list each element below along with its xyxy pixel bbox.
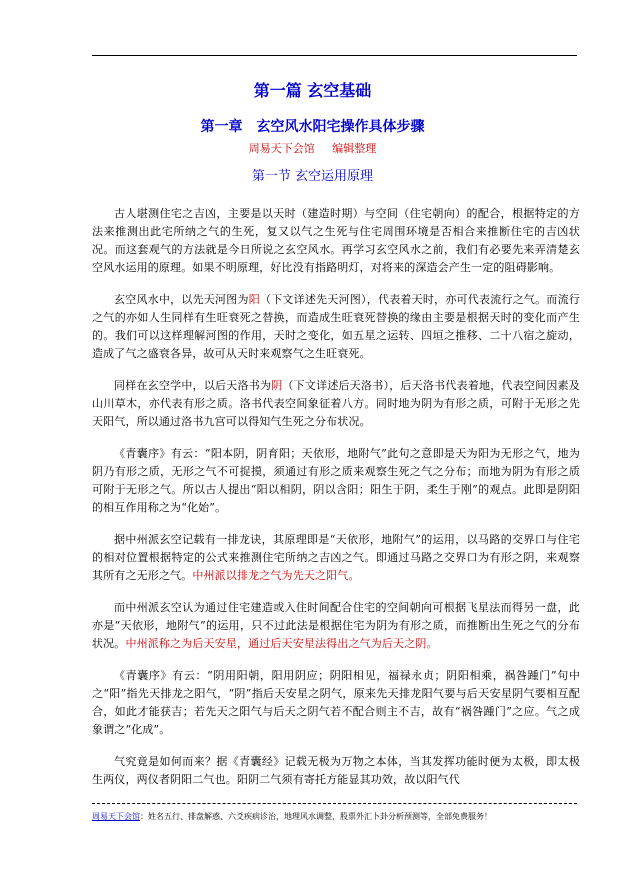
paragraph-text: 气究竟是如何而来？据《青囊经》记载无极为万物之本体，当其发挥功能时便为太极，即太极生两仪，两仪者阴阳二气也。阳阴二气须有寄托方能显其功效，故以阳气代 [92,755,580,786]
editor-role: 编辑整理 [332,142,377,155]
paragraph-text: 玄空风水中，以先天河图为 [114,293,249,306]
paragraph-text: （下文详述后天洛书），后天洛书代表着地，代表空间因素及山川草木，亦代表有形之质。洛书代表空间象征着八方。同时地为阴为有形之质，可附于无形之先天阳气，所以通过洛书九宫可以得知气生死之分布状况。 [92,379,580,428]
highlighted-text: 中州派以排龙之气为先天之阳气。 [192,569,360,582]
header-rule [92,55,577,56]
body-paragraph [92,445,580,517]
highlighted-text: 阴 [271,379,283,392]
paragraph-text: 古人堪测住宅之吉凶，主要是以天时（建造时期）与空间（住宅朝向）的配合，根据特定的方法来推测出此宅所纳之气的生死，复又以气之生死与住宅周围环境是否相合来推断住宅的吉凶状况。而这套观气的方法就是今日所说之玄空风水。再学习玄空风水之前，我们有必要先来弄清楚玄空风水运用的原理。如果不明原理，好比没有指路明灯，对将来的深造会产生一定的阻碍影响。 [92,207,580,274]
chapter-title: 第一章 玄空风水阳宅操作具体步骤 [200,119,425,135]
paragraph-text: （下文详述先天河图），代表着天时，亦可代表流行之气。而流行之气的亦如人生同样有生旺衰死之替换，而造成生旺衰死替换的缘由主要是根据天时的变化而产生的。我们可以这样理解河图的作用，天时之变化，如五星之运转、四垣之推移、二十八宿之旋动，造成了气之盛衰各异，故可从天时来观察气之生旺衰死。 [92,293,580,360]
body-paragraph [92,377,580,431]
body-paragraph [92,599,580,653]
paragraph-text: 据中州派玄空记载有一排龙诀，其原理即是“天依形，地附气”的运用，以马路的交界口与住宅的相对位置根据特定的公式来推测住宅所纳之吉凶之气。即通过马路之交界口为有形之阴，来观察其所有之无形之气。 [92,533,580,582]
paragraph-text: 《青囊序》有云：“阴用阳朝，阳用阴应；阴阳相见，福禄永贞；阴阳相乘，祸咎踵门”句中之“阳”指先天排龙之阳气，“阴”指后天安星之阴气，原来先天排龙阳气要与后天安星阴气要相互配合，如此才能获吉；若先天之阳气与后天之阴气若不配合则主不吉，故有“祸咎踵门”之应。气之成象谓之“化成”。 [92,669,580,736]
body-paragraph [92,291,580,363]
part-title: 第一篇 玄空基础 [253,81,372,100]
editor-line [0,140,625,156]
paragraph-text: 《青囊序》有云：“阳本阴，阴育阳；天依形，地附气”此句之意即是天为阳为无形之气，地为阴乃有形之质，无形之气不可捉摸，须通过有形之质来观察生死之气之分布；而地为阴为有形之质可附于无形之气。所以古人提出“阳以相阴，阴以含阳；阳生于阴，柔生于刚”的观点。此即是阴阳的相互作用称之为“化始”。 [92,447,580,514]
highlighted-text: 中州派称之为后天安星，通过后天安星法得出之气为后天之阴。 [125,637,438,650]
paragraph-text: 而中州派玄空认为通过住宅建造或入住时间配合住宅的空间朝向可根据飞星法而得另一盘，此亦是“天依形，地附气”的运用，只不过此法是根据住宅为阴为有形之质，而推断出生死之气的分布状况。 [92,601,580,650]
paragraph-text: 同样在玄空学中，以后天洛书为 [114,379,272,392]
footer [92,811,580,822]
footer-link[interactable]: 周易天下会馆 [92,812,140,821]
footer-services-text: ：姓名五行、排盘解惑、六爻疾病诊治，地理风水调整，股票外汇卜卦分析预测等，全部免费服务！ [140,812,492,821]
footer-rule [92,803,577,804]
body-paragraph [92,531,580,585]
highlighted-text: 阳 [248,293,260,306]
editor-org: 周易天下会馆 [248,142,315,155]
body-paragraph [92,667,580,739]
body-paragraph [92,753,580,789]
section-title: 第一节 玄空运用原理 [251,169,374,184]
body-paragraph [92,205,580,277]
body-text [92,205,580,803]
